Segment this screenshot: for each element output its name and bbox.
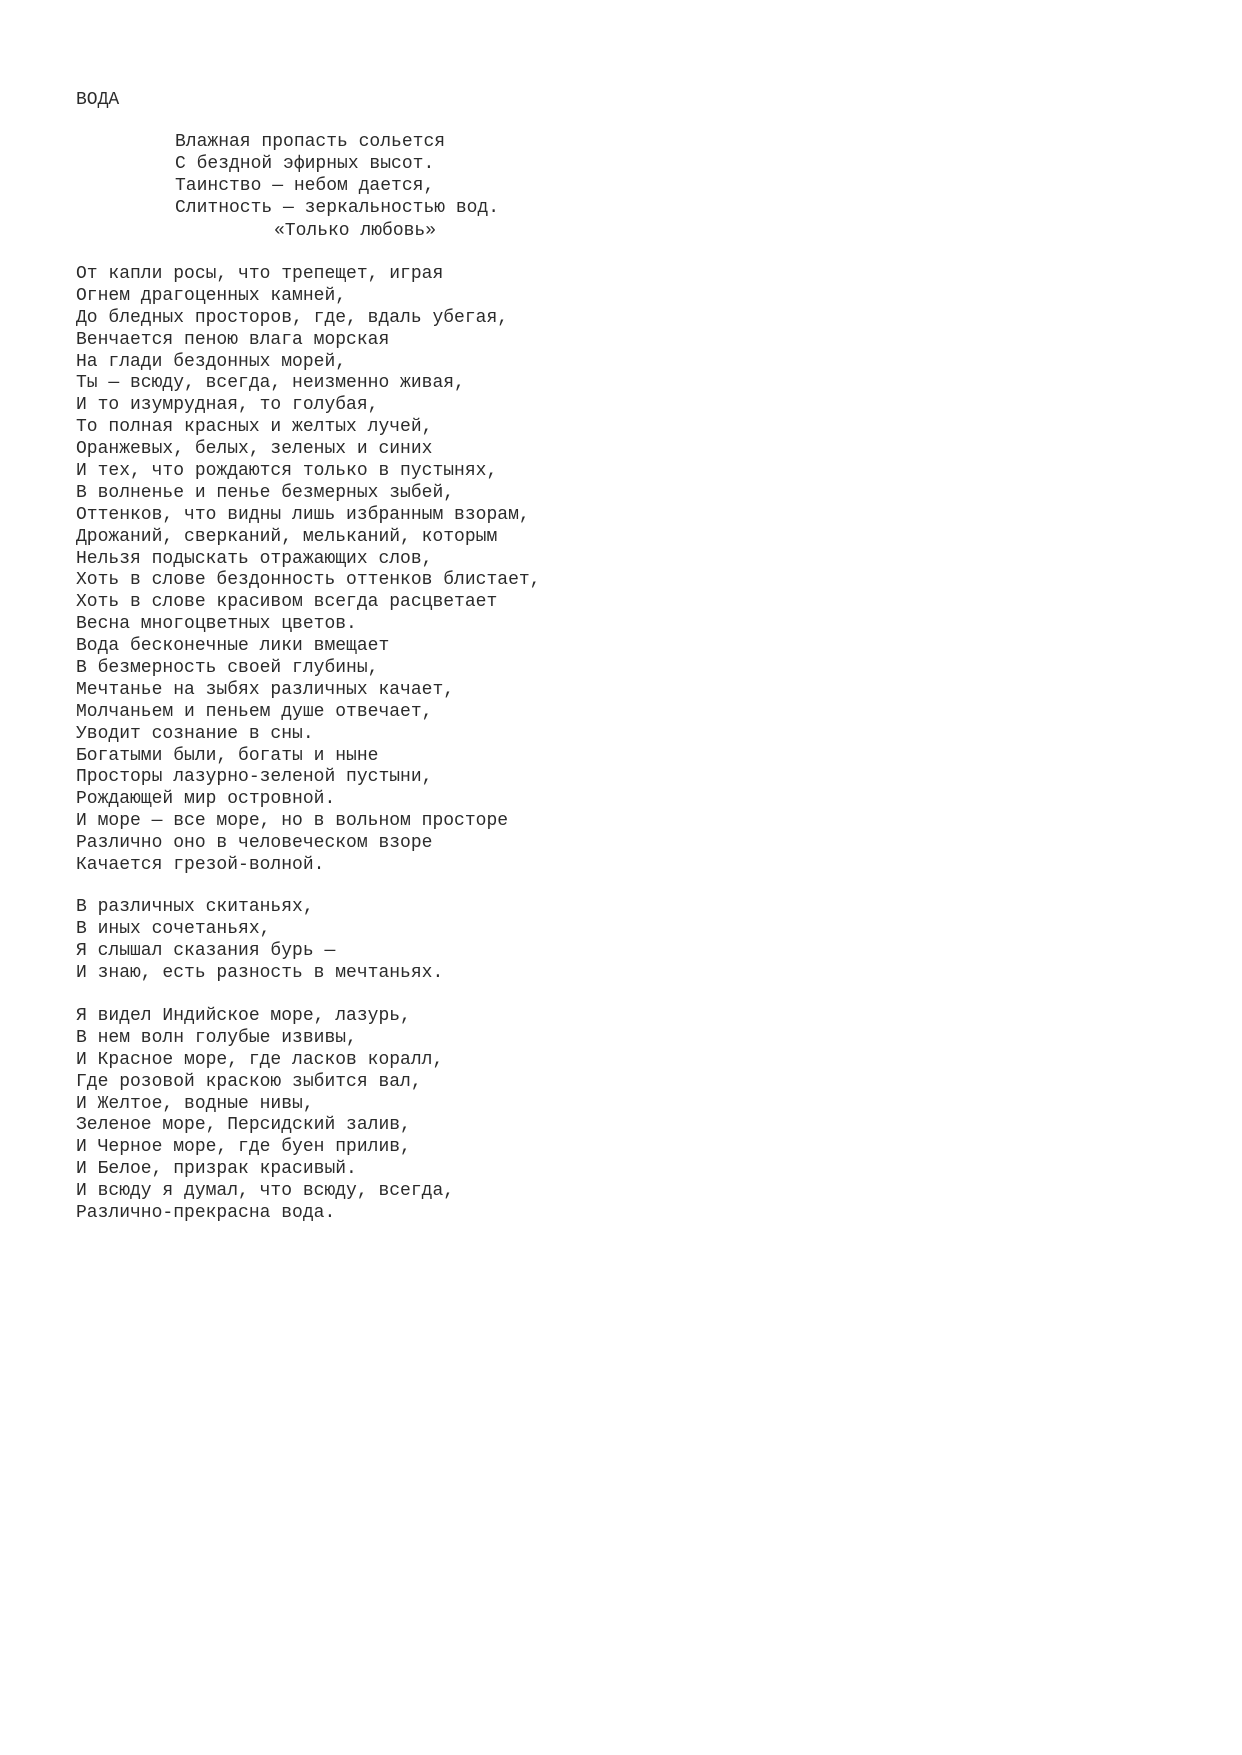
verse-line: И всюду я думал, что всюду, всегда, xyxy=(76,1181,455,1202)
verse-line: И то изумрудная, то голубая, xyxy=(76,395,379,416)
verse-line: Нельзя подыскать отражающих слов, xyxy=(76,548,433,569)
verse-line: Мечтанье на зыбях различных качает, xyxy=(76,679,455,700)
epigraph-line: С бездной эфирных высот. xyxy=(175,153,435,174)
verse-line: Вода бесконечные лики вмещает xyxy=(76,636,390,657)
epigraph xyxy=(175,132,499,220)
poem-title: ВОДА xyxy=(76,90,120,110)
verse-line: В безмерность своей глубины, xyxy=(76,658,379,679)
verse-line: То полная красных и желтых лучей, xyxy=(76,417,433,438)
verse-line: Оттенков, что видны лишь избранным взорам, xyxy=(76,504,530,525)
verse-line: В иных сочетаньях, xyxy=(76,918,271,939)
verse-line: И море — все море, но в вольном просторе xyxy=(76,811,509,832)
verse-line: И Желтое, водные нивы, xyxy=(76,1093,314,1114)
verse-line: Где розовой краскою зыбится вал, xyxy=(76,1071,422,1092)
verse-line: Просторы лазурно-зеленой пустыни, xyxy=(76,767,433,788)
stanza-2 xyxy=(76,897,443,985)
verse-line: Качается грезой-волной. xyxy=(76,855,325,876)
verse-line: Различно оно в человеческом взоре xyxy=(76,833,433,854)
verse-line: Молчаньем и пеньем душе отвечает, xyxy=(76,701,433,722)
verse-line: Рождающей мир островной. xyxy=(76,789,336,810)
verse-line: От капли росы, что трепещет, играя xyxy=(76,264,444,284)
verse-line: Дрожаний, сверканий, мельканий, которым xyxy=(76,526,498,547)
verse-line: И знаю, есть разность в мечтаньях. xyxy=(76,962,444,983)
epigraph-attribution: «Только любовь» xyxy=(274,221,437,241)
verse-line: На глади бездонных морей, xyxy=(76,351,347,372)
verse-line: Уводит сознание в сны. xyxy=(76,723,314,744)
verse-line: Оранжевых, белых, зеленых и синих xyxy=(76,439,433,460)
verse-line: И Черное море, где буен прилив, xyxy=(76,1137,411,1158)
verse-line: Венчается пеною влага морская xyxy=(76,329,390,350)
verse-line: И Красное море, где ласков коралл, xyxy=(76,1049,444,1070)
verse-line: Огнем драгоценных камней, xyxy=(76,285,347,306)
verse-line: Весна многоцветных цветов. xyxy=(76,614,357,635)
stanza-3 xyxy=(76,1006,454,1225)
verse-line: До бледных просторов, где, вдаль убегая, xyxy=(76,307,509,328)
epigraph-line: Влажная пропасть сольется xyxy=(175,132,446,152)
verse-line: И Белое, призрак красивый. xyxy=(76,1159,357,1180)
verse-line: И тех, что рождаются только в пустынях, xyxy=(76,461,498,482)
verse-line: Я слышал сказания бурь — xyxy=(76,940,336,961)
verse-line: В волненье и пенье безмерных зыбей, xyxy=(76,482,455,503)
verse-line: Я видел Индийское море, лазурь, xyxy=(76,1006,411,1026)
verse-line: Богатыми были, богаты и ныне xyxy=(76,745,379,766)
verse-line: Хоть в слове бездонность оттенков блистает, xyxy=(76,570,541,591)
verse-line: В различных скитаньях, xyxy=(76,897,314,917)
verse-line: Хоть в слове красивом всегда расцветает xyxy=(76,592,498,613)
verse-line: Различно-прекрасна вода. xyxy=(76,1203,336,1224)
epigraph-line: Таинство — небом дается, xyxy=(175,175,435,196)
epigraph-line: Слитность — зеркальностью вод. xyxy=(175,197,500,218)
verse-line: В нем волн голубые извивы, xyxy=(76,1027,357,1048)
stanza-1 xyxy=(76,264,540,877)
verse-line: Зеленое море, Персидский залив, xyxy=(76,1115,411,1136)
verse-line: Ты — всюду, всегда, неизменно живая, xyxy=(76,373,465,394)
